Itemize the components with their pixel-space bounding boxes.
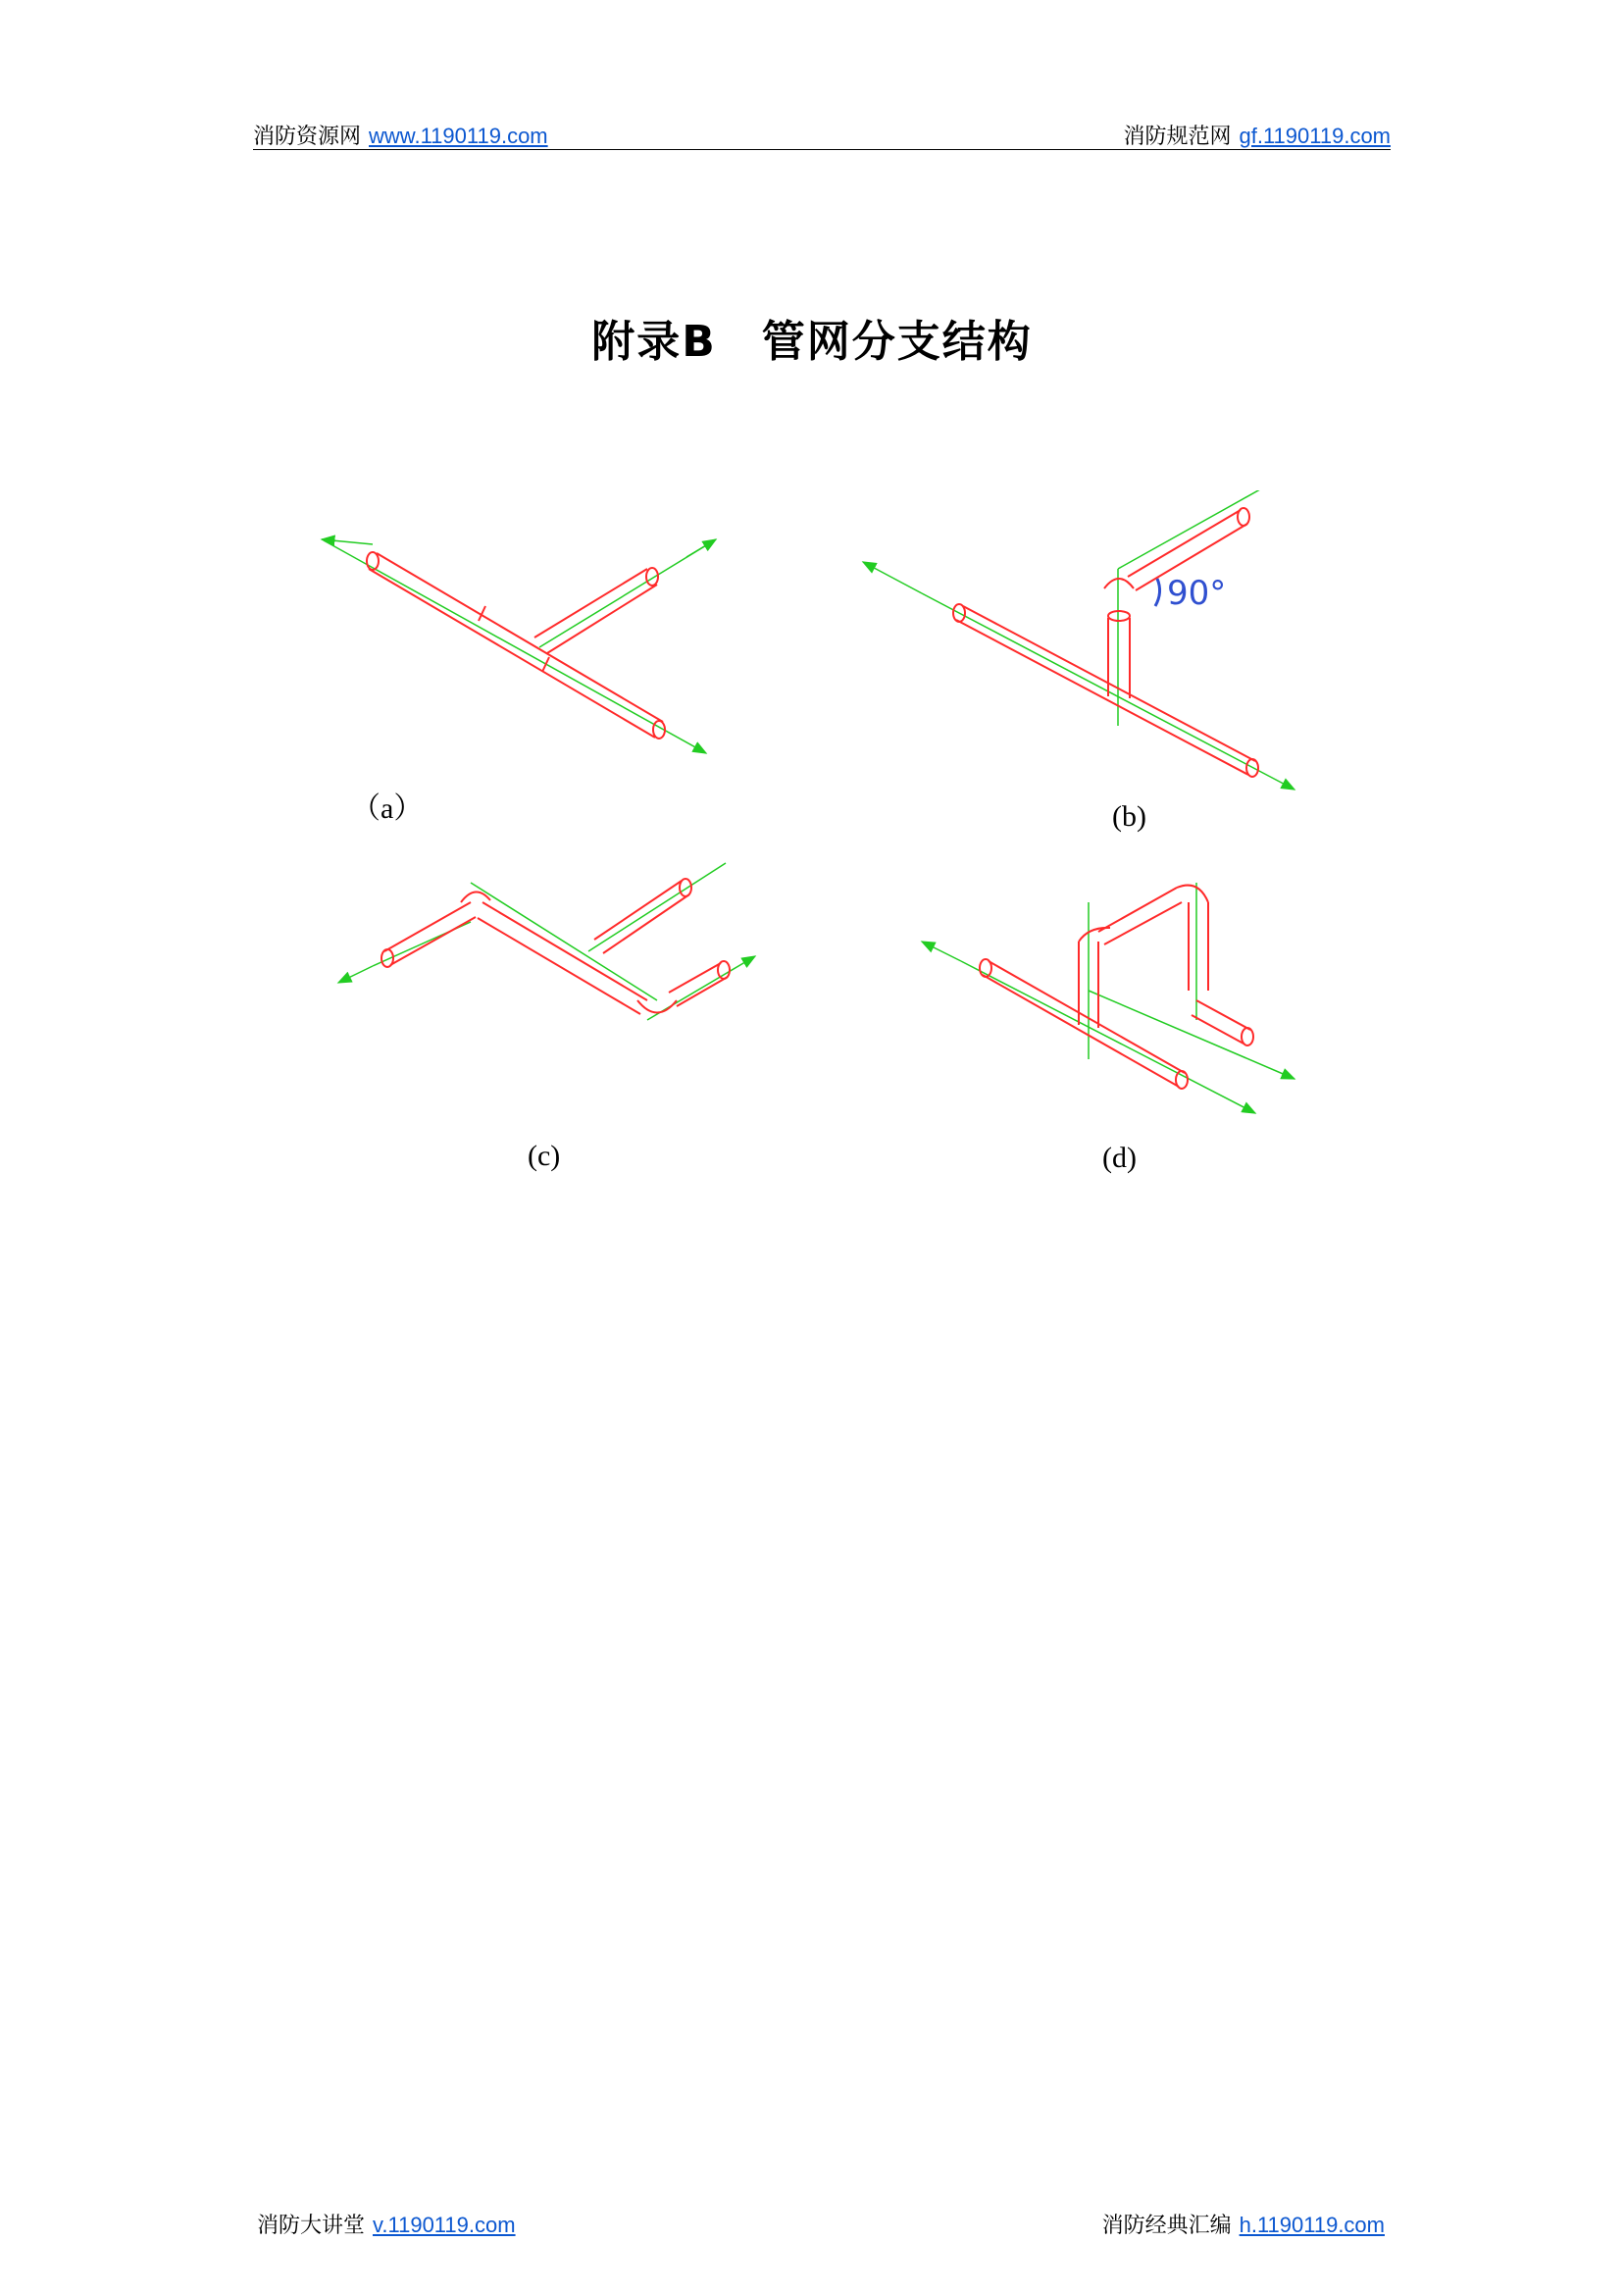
caption-d: (d) (1102, 1142, 1137, 1174)
footer-right (1102, 2209, 1385, 2239)
pipe-branch-figure (314, 490, 1314, 1216)
diagram-a (322, 539, 716, 753)
header-right (1123, 120, 1391, 150)
caption-b: (b) (1112, 800, 1146, 833)
caption-a: （a） (351, 792, 424, 825)
pipe-diagrams (314, 490, 1314, 1216)
header-right-site: 消防规范网 (1123, 125, 1232, 149)
footer-left-site: 消防大讲堂 (257, 2214, 366, 2238)
header-left-site: 消防资源网 (253, 125, 362, 149)
footer-left-link[interactable]: v.1190119.com (373, 2213, 516, 2237)
header-left-link[interactable]: www.1190119.com (369, 124, 548, 148)
header-left (253, 120, 548, 150)
diagram-b (863, 490, 1294, 790)
page-footer (257, 2209, 1385, 2242)
page-header (253, 120, 1391, 150)
diagram-c (338, 863, 755, 1020)
diagram-d (922, 883, 1294, 1113)
header-right-link[interactable]: gf.1190119.com (1239, 124, 1391, 148)
footer-right-link[interactable]: h.1190119.com (1239, 2213, 1385, 2237)
angle-label: 90° (1167, 574, 1227, 613)
caption-c: (c) (528, 1140, 561, 1172)
footer-right-site: 消防经典汇编 (1101, 2214, 1232, 2238)
page-title: 附录B 管网分支结构 (591, 317, 1033, 367)
footer-left (257, 2209, 516, 2239)
